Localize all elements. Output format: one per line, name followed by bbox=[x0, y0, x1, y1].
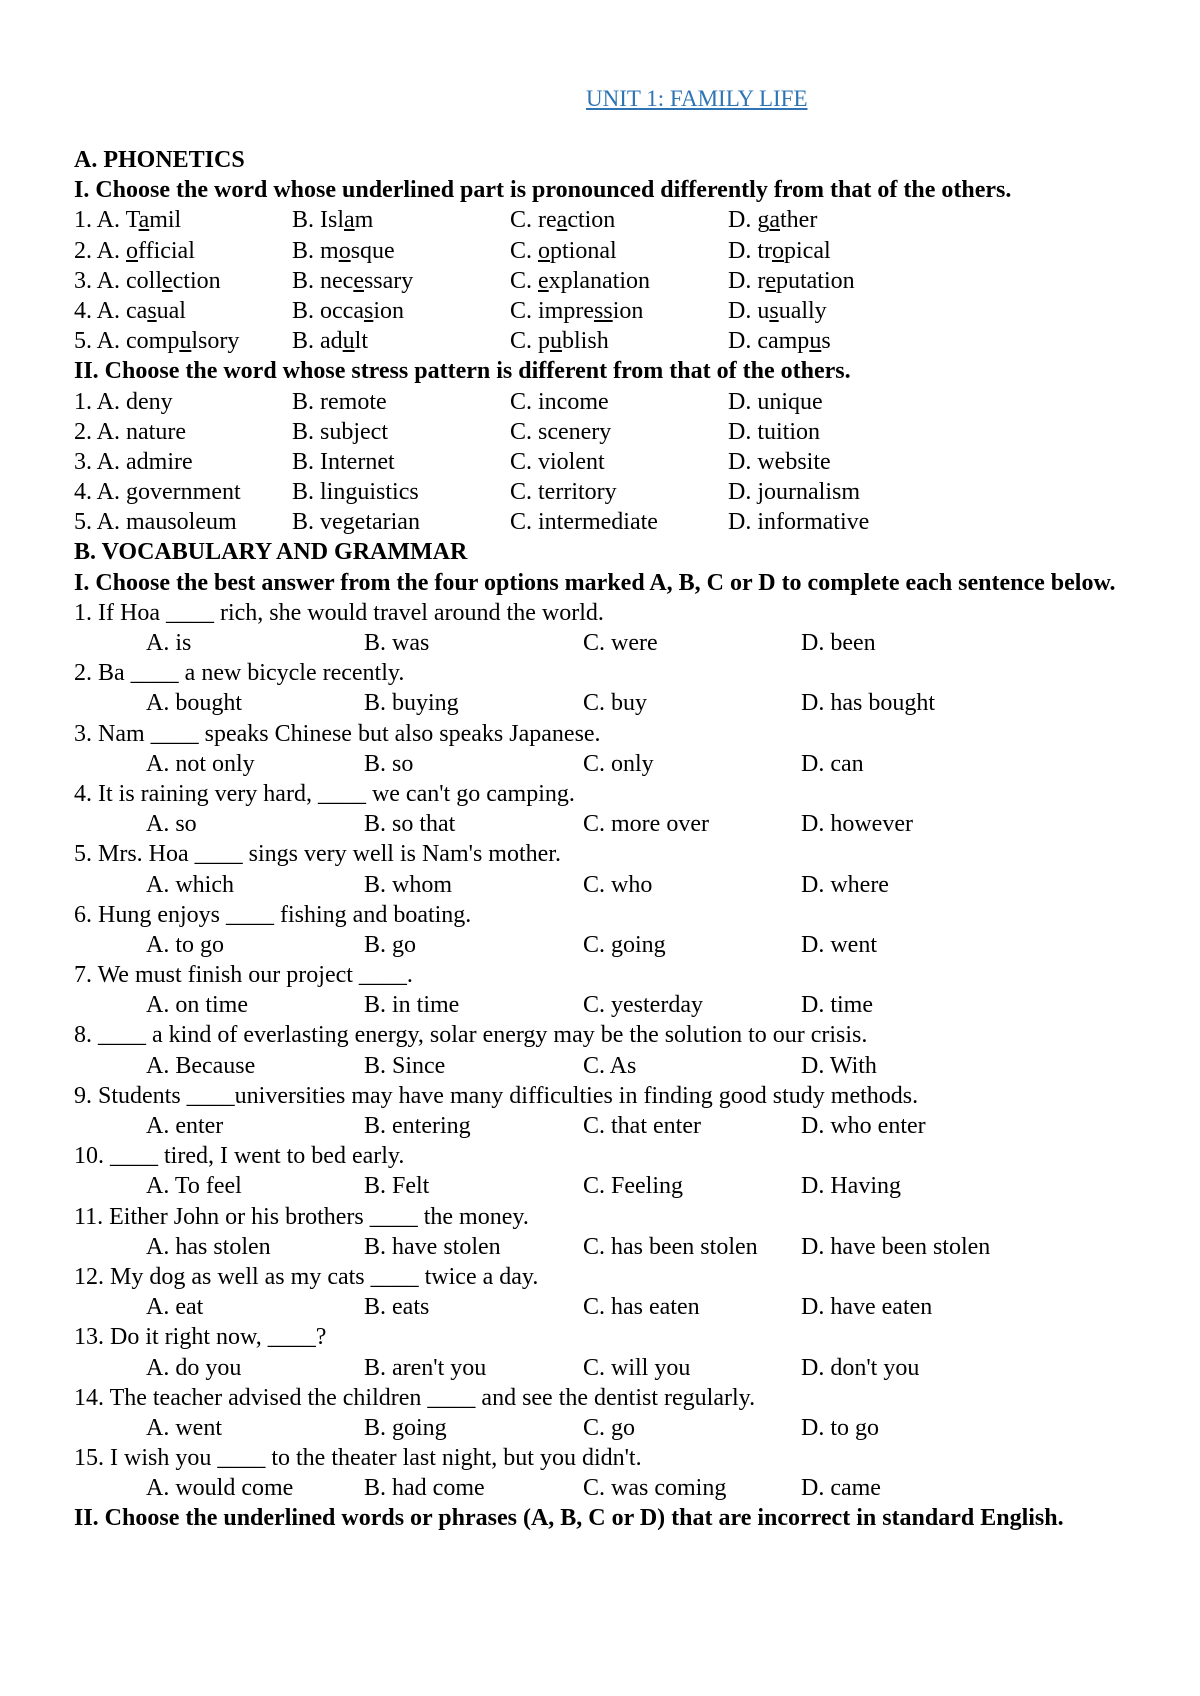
answer-option: A. To feel bbox=[146, 1173, 242, 1200]
option-text: lt bbox=[354, 328, 369, 355]
option-text: D. g bbox=[728, 207, 770, 234]
underlined-segment: o bbox=[538, 237, 551, 264]
option-text: xplanation bbox=[548, 267, 650, 294]
answer-option bbox=[292, 326, 368, 356]
option-text: C. bbox=[510, 267, 539, 294]
answer-option bbox=[292, 205, 373, 235]
option-text: ction bbox=[172, 267, 221, 294]
answer-option: B. eats bbox=[364, 1294, 430, 1321]
question-stem: 14. The teacher advised the children ____ and see the dentist regularly. bbox=[74, 1384, 756, 1411]
answer-option bbox=[292, 236, 395, 266]
answer-option: C. only bbox=[583, 750, 654, 777]
answer-option: C. income bbox=[510, 388, 609, 415]
option-text: 4. A. ca bbox=[74, 297, 148, 324]
option-text: B. ad bbox=[292, 328, 343, 355]
answer-option: A. has stolen bbox=[146, 1233, 271, 1260]
option-text: C. re bbox=[510, 207, 557, 234]
answer-option: C. that enter bbox=[583, 1113, 701, 1140]
answer-option bbox=[510, 326, 609, 356]
stress-question-row bbox=[74, 417, 1130, 447]
option-text: ion bbox=[612, 297, 644, 324]
answer-option: B. whom bbox=[364, 871, 453, 898]
underlined-segment: s bbox=[769, 297, 779, 324]
answer-option: D. Having bbox=[801, 1173, 901, 1200]
option-text: D. camp bbox=[728, 328, 810, 355]
underlined-segment: a bbox=[769, 207, 780, 234]
phonetics-part1-questions bbox=[74, 205, 1130, 356]
underlined-segment: ss bbox=[594, 297, 613, 324]
question-options-row bbox=[74, 990, 1130, 1020]
answer-option: B. Since bbox=[364, 1052, 446, 1079]
option-text: blish bbox=[562, 328, 609, 355]
answer-option: 3. A. admire bbox=[74, 448, 193, 475]
answer-option: A. would come bbox=[146, 1475, 294, 1502]
option-text: mil bbox=[149, 207, 182, 234]
question-stem: 5. Mrs. Hoa ____ sings very well is Nam's mother. bbox=[74, 841, 561, 868]
phonetics-question-row bbox=[74, 326, 1130, 356]
option-text: ssary bbox=[363, 267, 414, 294]
answer-option: B. vegetarian bbox=[292, 509, 420, 536]
option-text: 3. A. coll bbox=[74, 267, 162, 294]
phonetics-heading: A. PHONETICS bbox=[74, 147, 245, 173]
option-text: B. m bbox=[292, 237, 339, 264]
answer-option: D. informative bbox=[728, 509, 870, 536]
phonetics-question-row bbox=[74, 266, 1130, 296]
phonetics-question-row bbox=[74, 236, 1130, 266]
answer-option: B. was bbox=[364, 630, 430, 657]
answer-option: A. enter bbox=[146, 1113, 224, 1140]
answer-option: A. is bbox=[146, 630, 192, 657]
question-stem: 3. Nam ____ speaks Chinese but also speaks Japanese. bbox=[74, 720, 601, 747]
question-options-row bbox=[74, 1353, 1130, 1383]
answer-option: B. Internet bbox=[292, 448, 395, 475]
answer-option: A. Because bbox=[146, 1052, 256, 1079]
option-text: ction bbox=[567, 207, 616, 234]
option-text: D. u bbox=[728, 297, 770, 324]
stress-question-row bbox=[74, 387, 1130, 417]
answer-option: B. going bbox=[364, 1414, 447, 1441]
answer-option: B. had come bbox=[364, 1475, 485, 1502]
answer-option: B. so bbox=[364, 750, 414, 777]
answer-option: D. has bought bbox=[801, 690, 935, 717]
answer-option: D. where bbox=[801, 871, 889, 898]
underlined-segment: s bbox=[147, 297, 157, 324]
answer-option: C. intermediate bbox=[510, 509, 658, 536]
option-text: ion bbox=[373, 297, 404, 324]
underlined-segment: s bbox=[363, 297, 374, 324]
question-stem: 9. Students ____universities may have many difficulties in finding good study methods. bbox=[74, 1082, 919, 1109]
question-options-row bbox=[74, 1051, 1130, 1081]
vocab-part2-instruction: II. Choose the underlined words or phrases (A, B, C or D) that are incorrect in standard English. bbox=[74, 1505, 1064, 1532]
answer-option: C. territory bbox=[510, 479, 617, 506]
answer-option: 5. A. mausoleum bbox=[74, 509, 237, 536]
underlined-segment: o bbox=[126, 237, 139, 264]
answer-option: D. who enter bbox=[801, 1113, 926, 1140]
answer-option: B. remote bbox=[292, 388, 387, 415]
answer-option: C. who bbox=[583, 871, 653, 898]
answer-option: B. so that bbox=[364, 811, 456, 838]
option-text: B. Isl bbox=[292, 207, 345, 234]
vocab-part1-questions bbox=[74, 598, 1130, 1504]
answer-option: C. will you bbox=[583, 1354, 691, 1381]
answer-option: B. buying bbox=[364, 690, 459, 717]
underlined-segment: e bbox=[353, 267, 364, 294]
option-text: ptional bbox=[550, 237, 617, 264]
option-text: ual bbox=[156, 297, 186, 324]
answer-option: D. went bbox=[801, 931, 877, 958]
underlined-segment: u bbox=[342, 328, 355, 355]
answer-option bbox=[292, 296, 404, 326]
answer-option: D. been bbox=[801, 630, 876, 657]
worksheet-content bbox=[74, 145, 1130, 1534]
option-text: D. tr bbox=[728, 237, 772, 264]
answer-option bbox=[728, 326, 831, 356]
stress-question-row bbox=[74, 477, 1130, 507]
answer-option: C. buy bbox=[583, 690, 648, 717]
underlined-segment: e bbox=[162, 267, 173, 294]
question-stem: 2. Ba ____ a new bicycle recently. bbox=[74, 660, 405, 687]
answer-option bbox=[728, 205, 817, 235]
answer-option bbox=[510, 205, 615, 235]
stress-question-row bbox=[74, 447, 1130, 477]
phonetics-question-row bbox=[74, 296, 1130, 326]
answer-option: D. tuition bbox=[728, 418, 821, 445]
question-options-row bbox=[74, 809, 1130, 839]
option-text: B. occa bbox=[292, 297, 364, 324]
question-stem: 11. Either John or his brothers ____ the money. bbox=[74, 1203, 529, 1230]
question-options-row bbox=[74, 1232, 1130, 1262]
answer-option: A. not only bbox=[146, 750, 255, 777]
answer-option: D. With bbox=[801, 1052, 877, 1079]
answer-option bbox=[728, 236, 831, 266]
answer-option: D. came bbox=[801, 1475, 881, 1502]
option-text: 1. A. T bbox=[74, 207, 139, 234]
answer-option: 1. A. deny bbox=[74, 388, 173, 415]
option-text: lsory bbox=[191, 328, 240, 355]
vocab-heading: B. VOCABULARY AND GRAMMAR bbox=[74, 539, 468, 566]
option-text: B. nec bbox=[292, 267, 354, 294]
answer-option: C. yesterday bbox=[583, 992, 703, 1019]
stress-question-row bbox=[74, 507, 1130, 537]
answer-option: B. Felt bbox=[364, 1173, 430, 1200]
answer-option: A. bought bbox=[146, 690, 242, 717]
answer-option bbox=[74, 236, 195, 266]
answer-option: B. aren't you bbox=[364, 1354, 487, 1381]
question-options-row bbox=[74, 1171, 1130, 1201]
option-text: D. r bbox=[728, 267, 766, 294]
answer-option: B. entering bbox=[364, 1113, 471, 1140]
answer-option bbox=[292, 266, 413, 296]
question-stem: 10. ____ tired, I went to bed early. bbox=[74, 1143, 405, 1170]
answer-option: B. linguistics bbox=[292, 479, 419, 506]
question-stem: 12. My dog as well as my cats ____ twice a day. bbox=[74, 1263, 539, 1290]
question-options-row bbox=[74, 1473, 1130, 1503]
answer-option: D. don't you bbox=[801, 1354, 920, 1381]
question-options-row bbox=[74, 688, 1130, 718]
option-text: putation bbox=[775, 267, 855, 294]
answer-option: D. unique bbox=[728, 388, 823, 415]
option-text: sque bbox=[350, 237, 395, 264]
answer-option: B. in time bbox=[364, 992, 460, 1019]
answer-option: C. were bbox=[583, 630, 658, 657]
option-text: s bbox=[821, 328, 831, 355]
question-options-row bbox=[74, 1111, 1130, 1141]
answer-option bbox=[74, 266, 221, 296]
question-options-row bbox=[74, 628, 1130, 658]
underlined-segment: a bbox=[344, 207, 355, 234]
answer-option: C. has been stolen bbox=[583, 1233, 758, 1260]
answer-option: A. to go bbox=[146, 931, 224, 958]
answer-option: C. scenery bbox=[510, 418, 612, 445]
phonetics-part2-questions bbox=[74, 387, 1130, 538]
underlined-segment: a bbox=[556, 207, 568, 234]
option-text: 5. A. comp bbox=[74, 328, 180, 355]
answer-option: D. time bbox=[801, 992, 873, 1019]
answer-option bbox=[510, 266, 650, 296]
underlined-segment: u bbox=[809, 328, 822, 355]
question-stem: 15. I wish you ____ to the theater last night, but you didn't. bbox=[74, 1445, 642, 1472]
underlined-segment: o bbox=[338, 237, 351, 264]
underlined-segment: e bbox=[538, 267, 549, 294]
option-text: 2. A. bbox=[74, 237, 127, 264]
answer-option: A. so bbox=[146, 811, 197, 838]
underlined-segment: o bbox=[772, 237, 784, 264]
underlined-segment: a bbox=[138, 207, 150, 234]
answer-option: C. violent bbox=[510, 448, 605, 475]
answer-option: A. which bbox=[146, 871, 234, 898]
underlined-segment: u bbox=[550, 328, 563, 355]
answer-option bbox=[510, 296, 643, 326]
answer-option bbox=[74, 326, 239, 356]
question-stem: 8. ____ a kind of everlasting energy, solar energy may be the solution to our crisis. bbox=[74, 1022, 868, 1049]
question-options-row bbox=[74, 749, 1130, 779]
question-stem: 13. Do it right now, ____? bbox=[74, 1324, 327, 1351]
answer-option: A. do you bbox=[146, 1354, 242, 1381]
question-options-row bbox=[74, 930, 1130, 960]
answer-option: D. website bbox=[728, 448, 831, 475]
answer-option: A. went bbox=[146, 1414, 222, 1441]
answer-option: D. have been stolen bbox=[801, 1233, 991, 1260]
answer-option: D. to go bbox=[801, 1414, 879, 1441]
answer-option bbox=[74, 205, 181, 235]
page-title: UNIT 1: FAMILY LIFE bbox=[586, 86, 808, 111]
phonetics-question-row bbox=[74, 205, 1130, 235]
option-text: C. bbox=[510, 237, 539, 264]
question-options-row bbox=[74, 870, 1130, 900]
answer-option: C. As bbox=[583, 1052, 637, 1079]
answer-option: A. eat bbox=[146, 1294, 204, 1321]
question-options-row bbox=[74, 1413, 1130, 1443]
option-text: C. p bbox=[510, 328, 551, 355]
answer-option: B. have stolen bbox=[364, 1233, 501, 1260]
answer-option: C. was coming bbox=[583, 1475, 727, 1502]
answer-option: C. more over bbox=[583, 811, 709, 838]
answer-option: C. going bbox=[583, 931, 666, 958]
question-stem: 6. Hung enjoys ____ fishing and boating. bbox=[74, 901, 472, 928]
vocab-part1-instruction: I. Choose the best answer from the four options marked A, B, C or D to complete each sentence below. bbox=[74, 569, 1116, 596]
underlined-segment: u bbox=[179, 328, 192, 355]
answer-option: B. go bbox=[364, 931, 417, 958]
answer-option: D. have eaten bbox=[801, 1294, 933, 1321]
answer-option: C. Feeling bbox=[583, 1173, 683, 1200]
answer-option: D. can bbox=[801, 750, 864, 777]
answer-option bbox=[728, 266, 855, 296]
answer-option: 2. A. nature bbox=[74, 418, 186, 445]
answer-option bbox=[728, 296, 827, 326]
answer-option: B. subject bbox=[292, 418, 388, 445]
option-text: fficial bbox=[138, 237, 195, 264]
question-stem: 4. It is raining very hard, ____ we can't go camping. bbox=[74, 780, 575, 807]
option-text: ually bbox=[778, 297, 827, 324]
question-stem: 7. We must finish our project ____. bbox=[74, 962, 413, 989]
underlined-segment: e bbox=[765, 267, 776, 294]
option-text: ther bbox=[780, 207, 818, 234]
answer-option: 4. A. government bbox=[74, 479, 241, 506]
answer-option bbox=[510, 236, 617, 266]
phonetics-part2-instruction: II. Choose the word whose stress pattern is different from that of the others. bbox=[74, 358, 851, 385]
option-text: m bbox=[354, 207, 374, 234]
question-options-row bbox=[74, 1292, 1130, 1322]
answer-option: D. however bbox=[801, 811, 913, 838]
answer-option: C. has eaten bbox=[583, 1294, 700, 1321]
question-stem: 1. If Hoa ____ rich, she would travel around the world. bbox=[74, 599, 604, 626]
option-text: C. impre bbox=[510, 297, 594, 324]
option-text: pical bbox=[784, 237, 831, 264]
answer-option: D. journalism bbox=[728, 479, 860, 506]
phonetics-part1-instruction: I. Choose the word whose underlined part is pronounced differently from that of the others. bbox=[74, 177, 1012, 204]
answer-option: A. on time bbox=[146, 992, 248, 1019]
answer-option bbox=[74, 296, 186, 326]
answer-option: C. go bbox=[583, 1414, 636, 1441]
